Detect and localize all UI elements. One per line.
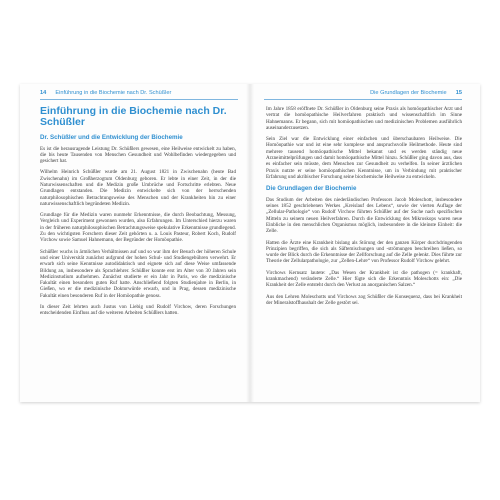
paragraph: In dieser Zeit lehrten auch Justus von Liebig und Rudolf Virchow, deren Forschungen entscheidenden Einfluss auf die weiteren Arbeiten Schüßlers hatten. [40,304,236,317]
running-head-left: Einführung in die Biochemie nach Dr. Schüßler [55,90,172,96]
chapter-title: Einführung in die Biochemie nach Dr. Schüßler [40,105,227,128]
book-spread [20,84,480,402]
header-rule-right [264,99,462,100]
paragraph: Grundlage für die Medizin waren nunmehr Erkenntnisse, die durch Beobachtung, Messung, Vergleich und Experiment gewonnen wurden, also Erfahrungen. Im Unterschied hierzu waren in der früheren naturphilosophischen Betrachtungsweise spekulative Erkenntnisse grundlegend. Zu den wichtigsten Forschern dieser Zeit gehörten u. a. Louis Pasteur, Robert Koch, Rudolf Virchow sowie Samuel Hahnemann, der Begründer der Homöopathie. [40,212,236,244]
paragraph: Das Studium der Arbeiten des niederländischen Professors Jacob Moleschott, insbesondere seines 1852 geschriebenen Werkes „Kreislauf des Lebens“, sowie der vierten Auflage der „Zellular-Pathologie“ von Rudolf Virchow führten Schüßler auf der Suche nach spezifischen Mitteln zu seinem neuen Heilverfahren. Durch die Entwicklung des Mikroskops waren neue Einblicke in den menschlichen Organismus möglich, insbesondere in die kleinste Einheit: die Zelle. [266,196,462,235]
paragraph: Es ist die herausragende Leistung Dr. Schüßlers gewesen, eine Heilweise entwickelt zu haben, die bis heute Tausenden von Menschen Gesundheit und Wohlbefinden wiedergegeben und gesichert hat. [40,145,236,165]
section-heading-right: Die Grundlagen der Biochemie [266,185,357,193]
paragraph: Wilhelm Heinrich Schüßler wurde am 21. August 1821 in Zwischenahn (heute Bad Zwischenahn) im Großherzogtum Oldenburg geboren. Er lebte in einer Zeit, in der die Naturwissenschaften und die Medizin große Umbrüche und Fortschritte erlebten. Neue Grundlagen entstanden. Die Medizin entwickelte sich von der herrschenden naturphilosophischen Betrachtungsweise des Menschen und der Krankheiten hin zu einer naturwissenschaftlich begründeten Medizin. [40,169,236,207]
section-heading-left: Dr. Schüßler und die Entwicklung der Biochemie [40,134,183,141]
book-gutter [246,84,254,402]
page-number-left: 14 [40,90,47,96]
left-page-content [40,106,236,322]
right-page [250,84,480,402]
paragraph: Virchows Kernsatz lautete: „Das Wesen der Krankheit ist die pathogen (= krankhaft, krankmachend) veränderte Zelle.“ Hier fügte sich die Erkenntnis Moleschotts ein: „Die Krankheit der Zelle entsteht durch den Verlust an anorganischen Salzen.“ [266,269,462,289]
paragraph: Im Jahre 1858 eröffnete Dr. Schüßler in Oldenburg seine Praxis als homöopathischer Arzt und vertrat die homöopathische Heilverfahren praktisch und wissenschaftlich im Sinne Hahnemanns. Er begann, sich mit homöopathischen und medizinischen Problemen ausführlich auseinanderzusetzen. [266,106,462,131]
paragraph: Sein Ziel war die Entwicklung einer einfachen und überschaubaren Heilweise. Die Homöopathie war und ist eine sehr komplexe und anspruchsvolle Heilmethode. Heute sind mehrere tausend homöopathische Mittel bekannt und es werden ständig neue Arzneimittelprüfungen und damit homöopathische Mittel hinzu. Schüßler ging davon aus, dass es einfacher sein müsste, dem Menschen zur Gesundheit zu verhelfen. In seiner ärztlichen Praxis nutzte er seine homöopathischen Kenntnisse, um in Verbindung mit praktischer Erfahrung und akribischer Forschung seine biochemische Heilweise zu entwickeln. [266,136,462,180]
paragraph: Hatten die Ärzte eine Krankheit bislang als Störung der den ganzen Körper durchdringenden Prinzipien begriffen, die sich als Säftemischungen und -strömungen beschreiben ließen, so wurde der Blick durch die Erkenntnisse der Zellforschung auf die Zelle gelenkt. Dies führte zur Theorie der Zellularpathologie, zur „Zellen-Lehre“ von Professor Rudolf Virchow gelehrt. [266,239,462,265]
header-rule-left [40,99,238,100]
left-page [20,84,250,402]
paragraph: Schüßler wuchs in ärmlichen Verhältnissen auf und so war ihm der Besuch der höheren Schule und einer Universität zunächst aufgrund der hohen Schul- und Studiengebühren verwehrt. Er erwarb sich seine Kenntnisse autodidaktisch und eignete sich auf diese Weise umfassende Bildung an, insbesondere als Sprachlehrer. Schüßler konnte erst im Alter von 30 Jahren sein Medizinstudium aufnehmen. Zunächst studierte er ein Jahr in Paris, wo die medizinische Fakultät einen besonders guten Ruf hatte. Anschließend folgten Studienjahre in Berlin, in Gießen, wo er die medizinische Doktorwürde erwarb, und in Prag, dessen medizinische Fakultät einen besonderen Ruf in der Homöopathie genoss. [40,248,236,299]
right-page-content [266,106,462,311]
paragraph: Aus den Lehren Moleschotts und Virchows zog Schüßler die Konsequenz, dass bei Krankheit der Mineralstoffhaushalt der Zelle gestört sei. [266,293,462,306]
running-head-right: Die Grundlagen der Biochemie [370,90,447,96]
page-number-right: 15 [455,90,462,96]
